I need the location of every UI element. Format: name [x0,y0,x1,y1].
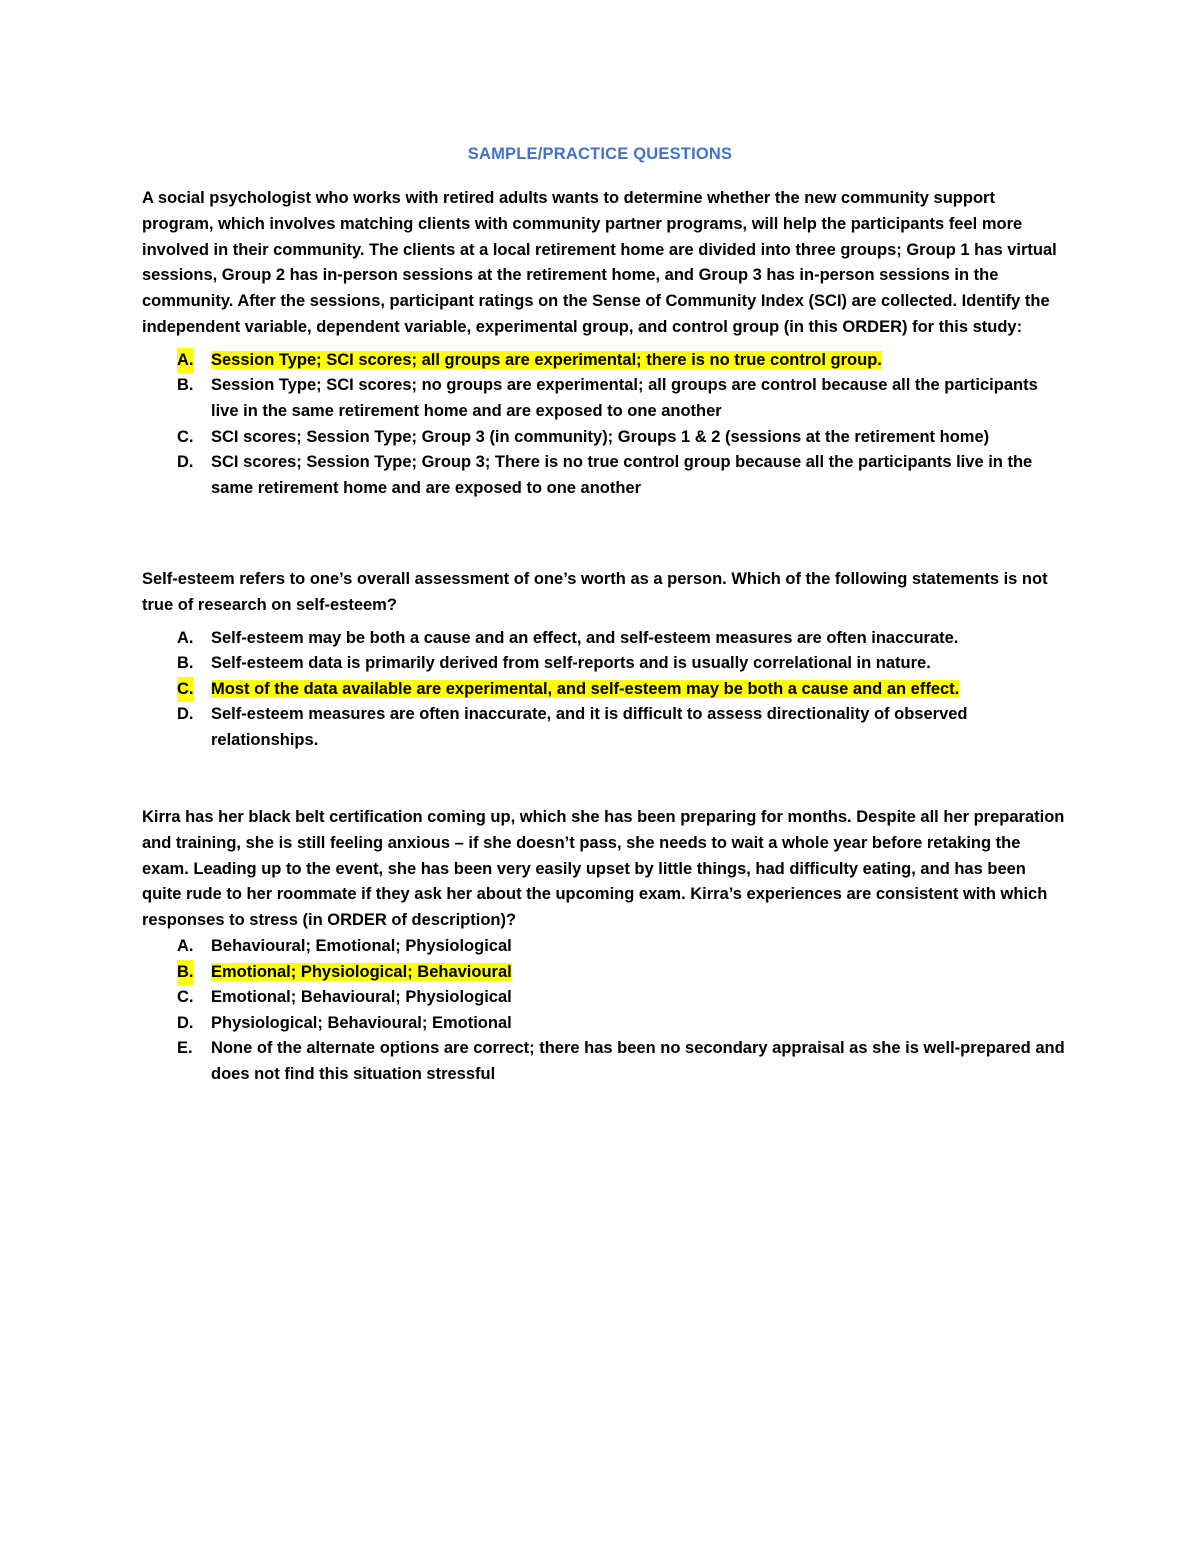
option-letter: C. [177,677,194,703]
answer-option [142,1036,1067,1087]
option-text: Session Type; SCI scores; no groups are experimental; all groups are control because all the participants live in the same retirement home and are exposed to one another [211,376,1038,420]
option-text: Emotional; Physiological; Behavioural [211,962,512,981]
option-letter: C. [177,988,194,1007]
option-letter: C. [177,427,194,446]
option-text: Most of the data available are experimental, and self-esteem may be both a cause and an effect. [211,679,960,698]
option-letter: A. [177,348,194,374]
answer-option [142,373,1067,424]
answer-option [142,651,1067,677]
option-letter: D. [177,705,194,724]
answer-option [142,626,1067,652]
answer-options [142,934,1067,1088]
option-letter: B. [177,960,194,986]
answer-option [142,1011,1067,1037]
option-text: None of the alternate options are correct; there has been no secondary appraisal as she is well-prepared and does not find this situation stressful [211,1039,1065,1083]
option-letter: D. [177,453,194,472]
option-text: Emotional; Behavioural; Physiological [211,988,512,1007]
option-text: Self-esteem data is primarily derived from self-reports and is usually correlational in nature. [211,654,931,673]
answer-option [142,960,1067,986]
question-stem: Kirra has her black belt certification coming up, which she has been preparing for months. Despite all her preparation and training, she is still feeling anxious – if she doesn’t pass, she needs to wait a whole year before retaking the exam. Leading up to the event, she has been very easily upset by little things, had difficulty eating, and has been quite rude to her roommate if they ask her about the upcoming exam. Kirra’s experiences are consistent with which responses to stress (in ORDER of description)? [142,808,1065,930]
option-text: SCI scores; Session Type; Group 3; There is no true control group because all the participants live in the same retirement home and are exposed to one another [211,453,1033,497]
option-text: Physiological; Behavioural; Emotional [211,1013,512,1032]
answer-options [142,348,1067,502]
option-letter: B. [177,376,194,395]
option-text: Self-esteem measures are often inaccurate, and it is difficult to assess directionality of observed relationships. [211,705,968,749]
answer-options [142,626,1067,754]
option-text: SCI scores; Session Type; Group 3 (in community); Groups 1 & 2 (sessions at the retirement home) [211,427,990,446]
option-text: Session Type; SCI scores; all groups are experimental; there is no true control group. [211,350,882,369]
question-1 [142,186,1067,501]
page-title: SAMPLE/PRACTICE QUESTIONS [467,145,733,163]
option-letter: A. [177,936,194,955]
answer-option [142,450,1067,501]
question-stem: A social psychologist who works with retired adults wants to determine whether the new community support program, which involves matching clients with community partner programs, will help the participants feel more involved in their community. The clients at a local retirement home are divided into three groups; Group 1 has virtual sessions, Group 2 has in-person sessions at the retirement home, and Group 3 has in-person sessions in the community. After the sessions, participant ratings on the Sense of Community Index (SCI) are collected. Identify the independent variable, dependent variable, experimental group, and control group (in this ORDER) for this study: [142,189,1057,336]
option-text: Self-esteem may be both a cause and an effect, and self-esteem measures are often inaccurate. [211,628,959,647]
question-stem: Self-esteem refers to one’s overall assessment of one’s worth as a person. Which of the following statements is not true of research on self-esteem? [142,570,1048,614]
answer-option [142,425,1067,451]
option-letter: E. [177,1039,193,1058]
option-letter: B. [177,654,194,673]
option-letter: A. [177,628,194,647]
answer-option [142,934,1067,960]
answer-option [142,677,1067,703]
answer-option [142,985,1067,1011]
answer-option [142,348,1067,374]
option-letter: D. [177,1013,194,1032]
question-2 [142,567,1067,754]
option-text: Behavioural; Emotional; Physiological [211,936,512,955]
question-3 [142,805,1067,1088]
answer-option [142,702,1067,753]
